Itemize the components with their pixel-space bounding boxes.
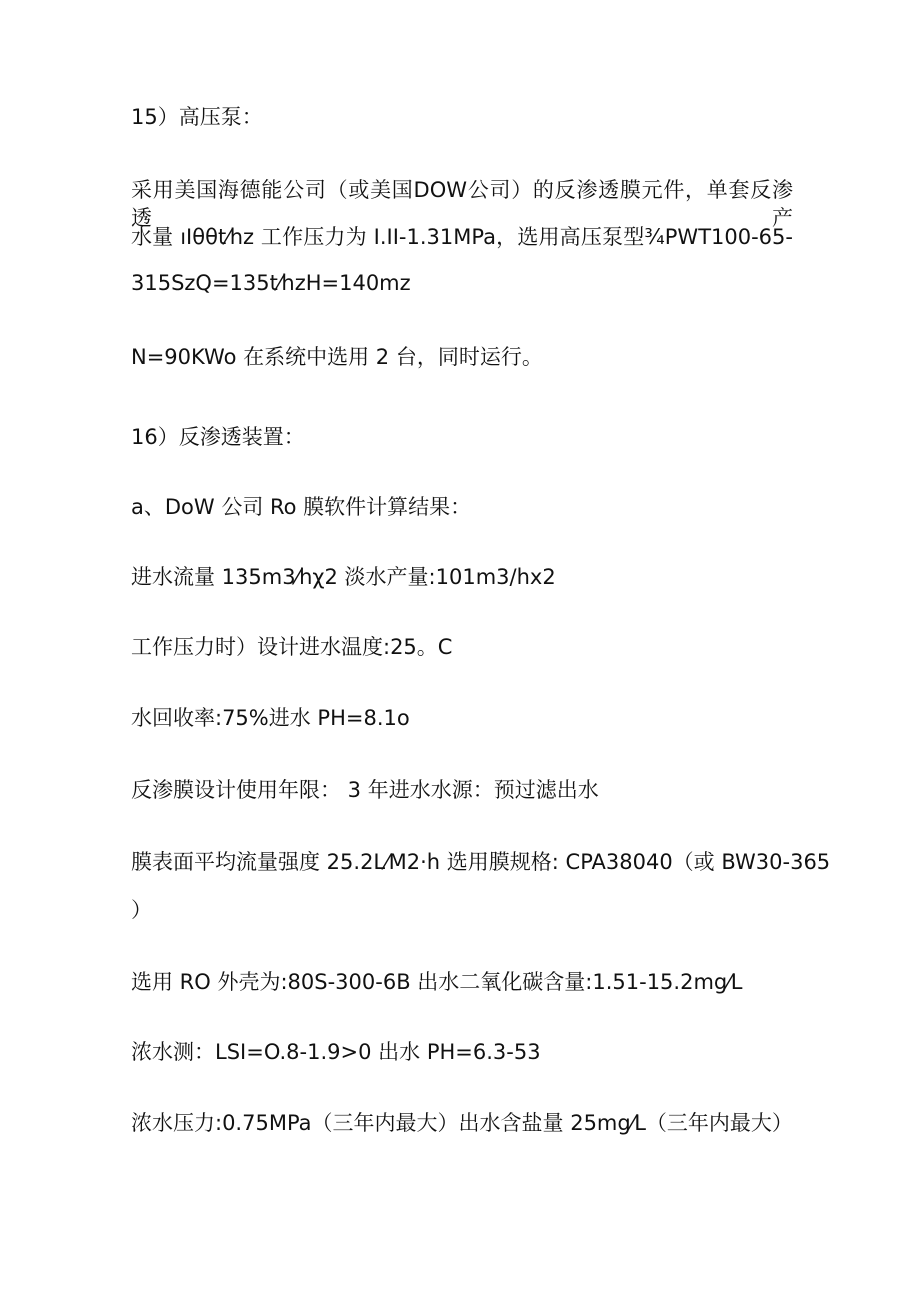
- paragraph-line: 工作压力时）设计进水温度:25。C: [131, 635, 453, 659]
- paragraph-line: 选用 RO 外壳为:80S-300-6B 出水二氧化碳含量:1.51-15.2mg⁄L: [131, 970, 743, 994]
- section-heading-16: 16）反渗透装置：: [131, 425, 305, 449]
- paragraph-line: 浓水压力:0.75MPa（三年内最大）出水含盐量 25mg⁄L（三年内最大）: [131, 1111, 793, 1135]
- paragraph-line: 浓水测：LSI=O.8-1.9>0 出水 PH=6.3-53: [131, 1040, 541, 1064]
- paragraph-line: 水回收率:75%进水 PH=8.1o: [131, 706, 410, 730]
- paragraph-line: 反渗膜设计使用年限： 3 年进水水源：预过滤出水: [131, 778, 599, 802]
- subheading-a: a、DoW 公司 Ro 膜软件计算结果：: [131, 495, 472, 519]
- paragraph-line: 315SzQ=135t⁄hzH=140mz: [131, 271, 411, 295]
- paragraph-line: 采用美国海德能公司（或美国DOW公司）的反渗透膜元件，单套反渗透产: [131, 178, 793, 230]
- paragraph-line: ）: [131, 898, 152, 922]
- paragraph-line: N=90KWo 在系统中选用 2 台，同时运行。: [131, 345, 543, 369]
- paragraph-line: 膜表面平均流量强度 25.2L⁄M2·h 选用膜规格: CPA38040（或 BW30-365: [131, 850, 831, 874]
- paragraph-line: 水量 ıIθθt⁄hz 工作压力为 I.II-1.31MPa，选用高压泵型¾PWT100-65-: [131, 225, 793, 249]
- paragraph-line: 进水流量 135m3⁄hχ2 淡水产量:101m3/hx2: [131, 565, 556, 589]
- section-heading-15: 15）高压泵：: [131, 105, 263, 129]
